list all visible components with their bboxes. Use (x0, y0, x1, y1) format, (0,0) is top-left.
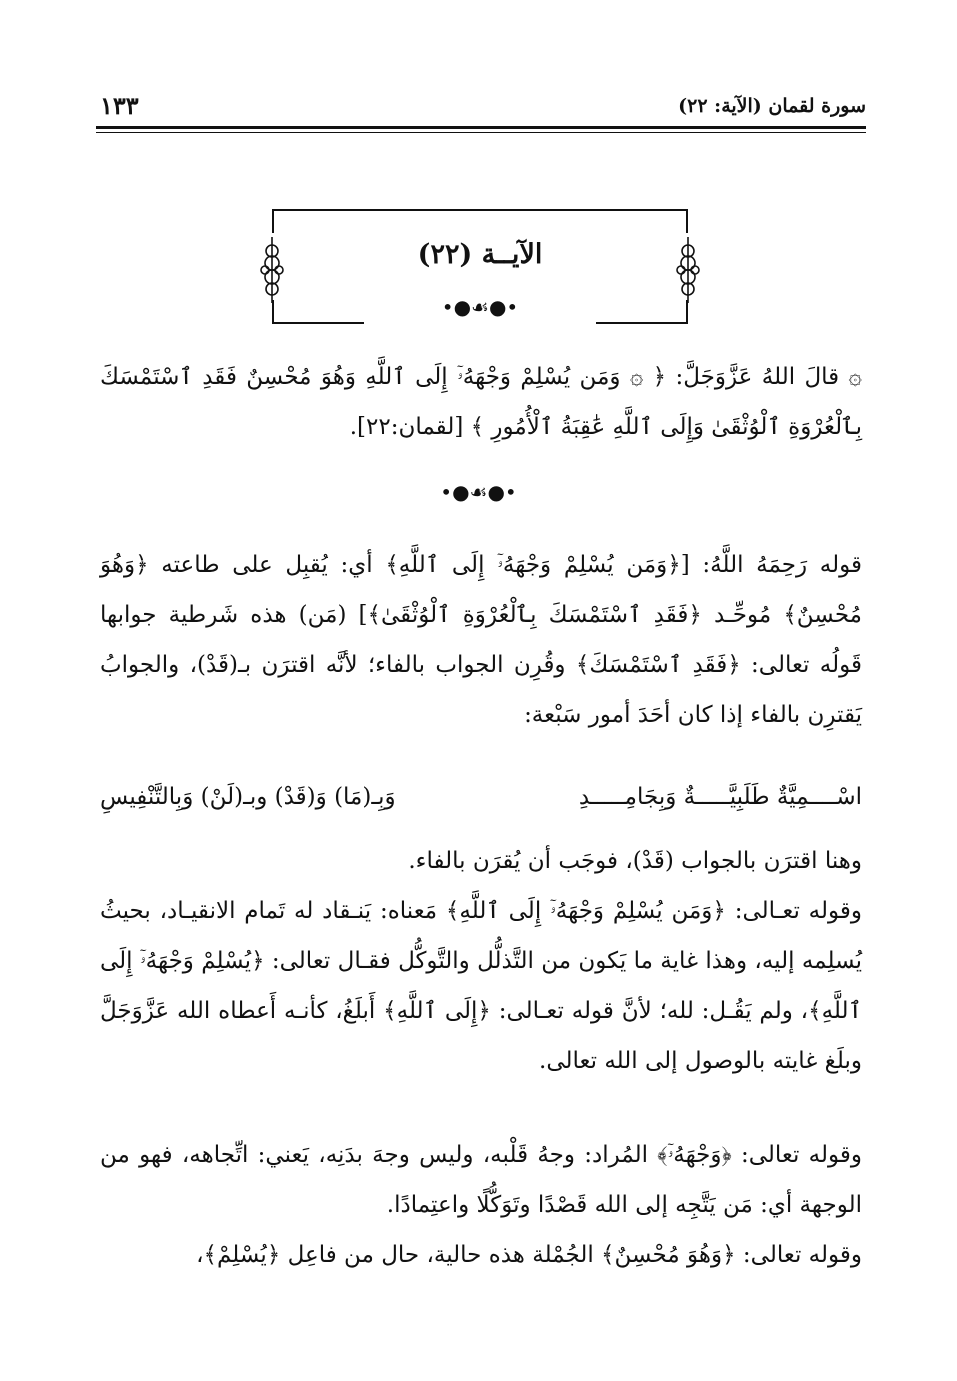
paragraph-3: وقوله تعـالى: ﴿وَمَن يُسْلِمْ وَجْهَهُۥٓ إِلَى ٱللَّهِ﴾ مَعناه: يَنـقاد له تَمام الانقيـاد، بحيثُ يُسلِمه إليه، وهذا غاية ما يَكون من التَّذلُّل والتَّوكُّل فقـال تعالى: ﴿يُسْلِمْ وَجْهَهُۥٓ إِلَى ٱللَّهِ﴾، ولم يَقُـل: لله؛ لأنَّ قوله تعـالى: ﴿إِلَى ٱللَّهِ﴾ أَبلَغُ، كأنـه أَعطاه الله عَزَّوَجَلَّ وبلَغ غايته بالوصول إلى الله تعالى. (100, 898, 862, 1074)
paragraph-2: وهنا اقترَن بالجواب (قَدْ)، فوجَب أن يُقرَن بالفاء. (408, 848, 862, 874)
header-rule (96, 126, 866, 129)
header-rule-thin (96, 132, 866, 133)
page-header (96, 91, 866, 125)
quran-verse: ۞ قالَ اللهُ عَزَّوَجَلَّ: ﴿ ۞ وَمَن يُسْلِمْ وَجْهَهُۥٓ إِلَى ٱللَّهِ وَهُوَ مُحْسِنٌ فَقَدِ ٱسْتَمْسَكَ بِٱلْعُرْوَةِ ٱلْوُثْقَىٰ وَإِلَى ٱللَّهِ عَٰقِبَةُ ٱلْأُمُورِ ﴾ [لقمان:٢٢]. (100, 364, 862, 440)
poem-second-half: وَبِـ(مَا) وَ(قَدْ) وبـ(لَنْ) وَبِالتَّنْفِيسِ (100, 784, 396, 810)
section-separator: •●☙●• (441, 295, 519, 319)
poem-line (100, 772, 862, 822)
paragraph-4: وقوله تعالى: ﴿وَجْهَهُۥٓ﴾ المُراد: وجهُ قَلْبه، وليس وجهَ بدَنِه، يَعني: اتِّجاهه، فهو من الوجهة أي: مَن يَتَّجِه إلى الله قَصْدًا وتَوَكُّلًا واعتِمادًا. (100, 1142, 862, 1218)
poem-first-half: اسْــــمِيَّةٌ طَلَبِيَّـــــةٌ وَبِجَامِـــــدِ (578, 784, 862, 810)
chapter-title: سورة لقمان (الآية: ٢٢) (678, 95, 866, 117)
paragraph-5: وقوله تعالى: ﴿وَهُوَ مُحْسِنٌ﴾ الجُمْلة هذه حالية، حال من فاعِل ﴿يُسْلِمْ﴾، (196, 1242, 862, 1268)
section-title-frame (272, 209, 688, 324)
paragraph-1: قوله رَحِمَهُ اللَّهُ: [﴿وَمَن يُسْلِمْ وَجْهَهُۥٓ إِلَى ٱللَّهِ﴾ أي: يُقبِل على طاعته ﴿وَهُوَ مُحْسِنٌ﴾ مُوحِّـد ﴿فَقَدِ ٱسْتَمْسَكَ بِٱلْعُرْوَةِ ٱلْوُثْقَىٰ﴾] (مَن) هذه شَرطية جوابها قَولُه تعالى: ﴿فَقَدِ ٱسْتَمْسَكَ﴾ وقُرِن الجواب بالفاء؛ لأنَّه اقترَن بـ(قَدْ)، والجوابُ يَقترِن بالفاء إذا كان أحَدَ أمور سَبْعة: (100, 552, 862, 728)
verse-separator: •●☙●• (440, 480, 517, 504)
page-number: ١٣٣ (100, 91, 139, 120)
section-title: الآيــة (٢٢) (417, 239, 543, 270)
